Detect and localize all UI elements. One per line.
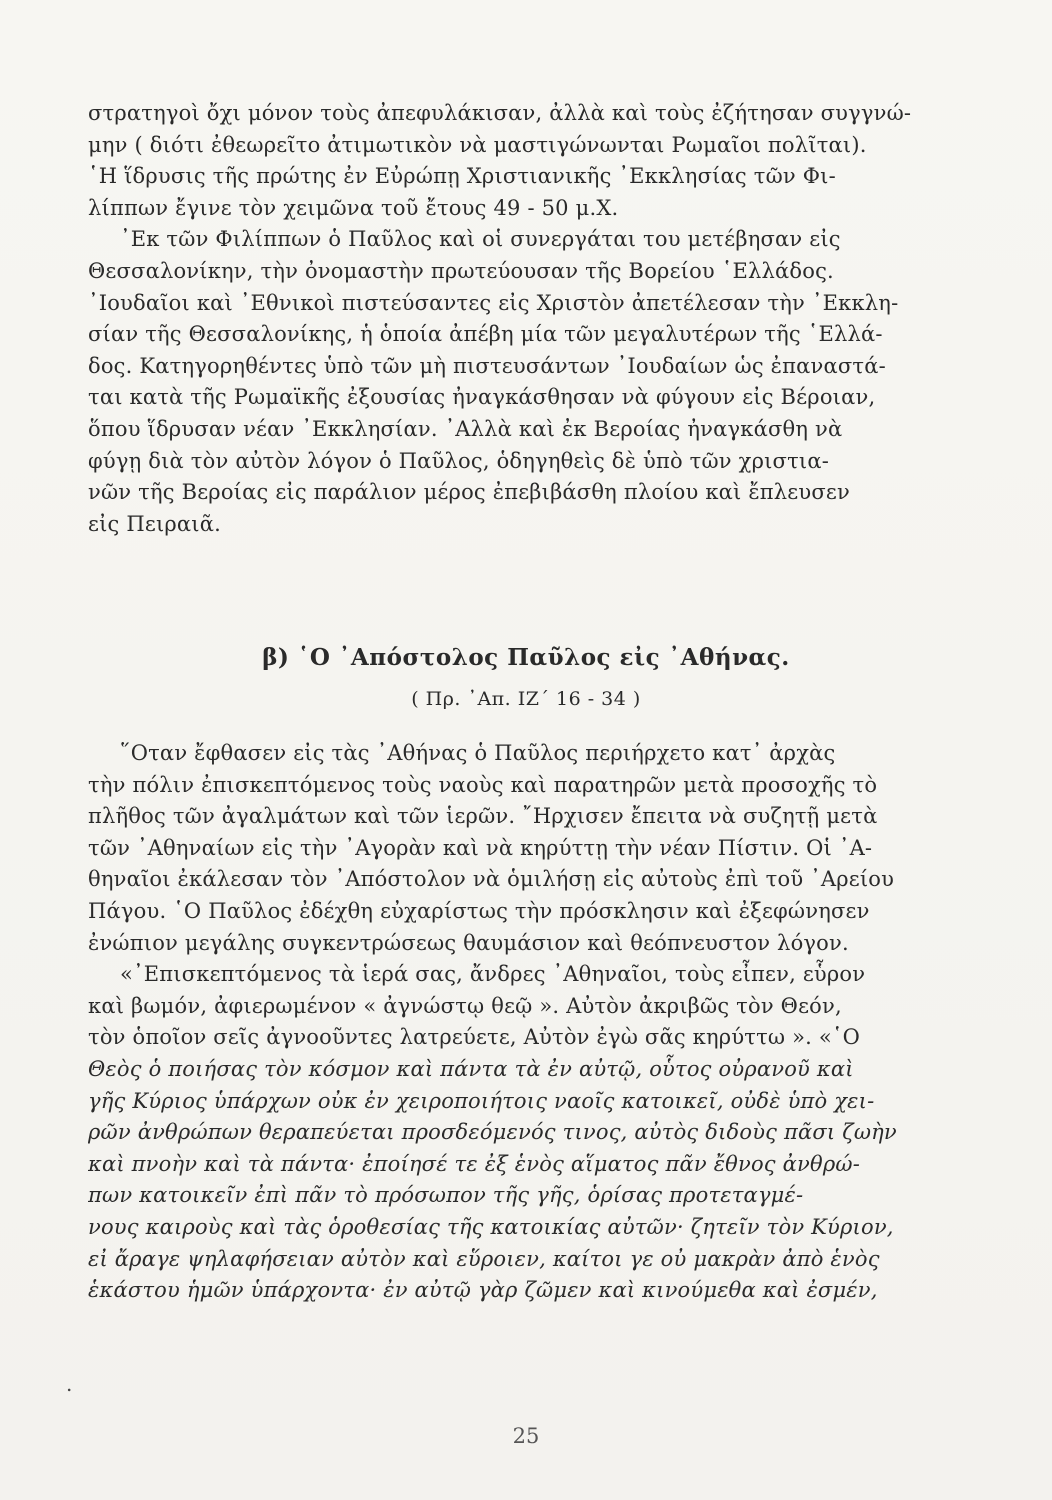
text-line: τὴν πόλιν ἐπισκεπτόμενος τοὺς ναοὺς καὶ παρατηρῶν μετὰ προσοχῆς τὸ (88, 772, 878, 797)
text-line: «᾿Επισκεπτόμενος τὰ ἱερά σας, ἄνδρες ᾿Αθηναῖοι, τοὺς εἶπεν, εὗρον (120, 962, 866, 987)
text-line: καὶ βωμόν, ἀφιερωμένον « ἀγνώστῳ θεῷ ». Αὐτὸν ἀκριβῶς τὸν Θεόν, (88, 993, 842, 1018)
text-line: τῶν ᾿Αθηναίων εἰς τὴν ᾿Αγορὰν καὶ νὰ κηρύττῃ τὴν νέαν Πίστιν. Οἱ ᾿Α- (88, 835, 873, 860)
text-line-quote: νους καιροὺς καὶ τὰς ὁροθεσίας τῆς κατοικίας αὐτῶν· ζητεῖν τὸν Κύριον, (88, 1214, 894, 1239)
section-heading: β) ῾Ο ᾿Απόστολος Παῦλος εἰς ᾿Αθήνας. (262, 644, 790, 671)
athens-narrative (88, 738, 958, 1307)
text-line: νῶν τῆς Βεροίας εἰς παράλιον μέρος ἐπεβιβάσθη πλοίου καὶ ἔπλευσεν (88, 480, 850, 505)
text-line: θηναῖοι ἐκάλεσαν τὸν ᾿Απόστολον νὰ ὁμιλήσῃ εἰς αὐτοὺς ἐπὶ τοῦ ᾿Αρείου (88, 867, 895, 892)
text-line-quote: εἰ ἄραγε ψηλαφήσειαν αὐτὸν καὶ εὕροιεν, καίτοι γε οὐ μακρὰν ἀπὸ ἑνὸς (88, 1246, 880, 1271)
scripture-reference: ( Πρ. ᾿Απ. ΙΖ΄ 16 - 34 ) (411, 688, 641, 710)
margin-mark: . (66, 1372, 73, 1396)
text-line-quote: ρῶν ἀνθρώπων θεραπεύεται προσδεόμενός τινος, αὐτὸς διδοὺς πᾶσι ζωὴν (88, 1120, 897, 1145)
text-line: φύγῃ διὰ τὸν αὐτὸν λόγον ὁ Παῦλος, ὁδηγηθεὶς δὲ ὑπὸ τῶν χριστια- (88, 448, 830, 473)
text-line: ἐνώπιον μεγάλης συγκεντρώσεως θαυμάσιον καὶ θεόπνευστον λόγον. (88, 930, 849, 955)
text-line-quote: Θεὸς ὁ ποιήσας τὸν κόσμον καὶ πάντα τὰ ἐν αὐτῷ, οὗτος οὐρανοῦ καὶ (88, 1056, 854, 1081)
text-line: εἰς Πειραιᾶ. (88, 511, 221, 536)
text-line: μην ( διότι ἐθεωρεῖτο ἀτιμωτικὸν νὰ μαστιγώνωνται Ρωμαῖοι πολῖται). (88, 132, 867, 157)
text-line: ῾Η ἵδρυσις τῆς πρώτης ἐν Εὐρώπῃ Χριστιανικῆς ᾿Εκκλησίας τῶν Φι- (88, 164, 836, 189)
text-line: Θεσσαλονίκην, τὴν ὀνομαστὴν πρωτεύουσαν τῆς Βορείου ῾Ελλάδος. (88, 258, 834, 283)
text-line: ᾿Ιουδαῖοι καὶ ᾿Εθνικοὶ πιστεύσαντες εἰς Χριστὸν ἀπετέλεσαν τὴν ᾿Εκκλη- (88, 290, 899, 315)
text-line-quote: καὶ πνοὴν καὶ τὰ πάντα· ἐποίησέ τε ἐξ ἑνὸς αἵματος πᾶν ἔθνος ἀνθρώ- (88, 1151, 861, 1176)
text-line-quote: ἑκάστου ἡμῶν ὑπάρχοντα· ἐν αὐτῷ γὰρ ζῶμεν καὶ κινούμεθα καὶ ἐσμέν, (88, 1278, 878, 1303)
opening-paragraphs (88, 98, 958, 540)
text-line: πλῆθος τῶν ἀγαλμάτων καὶ τῶν ἱερῶν. ῎Ηρχισεν ἔπειτα νὰ συζητῇ μετὰ (88, 804, 878, 829)
text-line: ὅπου ἵδρυσαν νέαν ᾿Εκκλησίαν. ᾿Αλλὰ καὶ ἐκ Βεροίας ἠναγκάσθη νὰ (88, 416, 843, 441)
text-line: ᾿Εκ τῶν Φιλίππων ὁ Παῦλος καὶ οἱ συνεργάται του μετέβησαν εἰς (120, 227, 841, 252)
text-line: ται κατὰ τῆς Ρωμαϊκῆς ἐξουσίας ἠναγκάσθησαν νὰ φύγουν εἰς Βέροιαν, (88, 385, 876, 410)
text-line-quote: γῆς Κύριος ὑπάρχων οὐκ ἐν χειροποιήτοις ναοῖς κατοικεῖ, οὐδὲ ὑπὸ χει- (88, 1088, 875, 1113)
text-line: ῞Οταν ἔφθασεν εἰς τὰς ᾿Αθήνας ὁ Παῦλος περιήρχετο κατ᾿ ἀρχὰς (120, 741, 836, 765)
text-line: στρατηγοὶ ὄχι μόνον τοὺς ἀπεφυλάκισαν, ἀλλὰ καὶ τοὺς ἐζήτησαν συγγνώ- (88, 101, 912, 125)
text-line: τὸν ὁποῖον σεῖς ἀγνοοῦντες λατρεύετε, Αὐτὸν ἐγὼ σᾶς κηρύττω ». «῾Ο (88, 1025, 861, 1050)
text-line-quote: πων κατοικεῖν ἐπὶ πᾶν τὸ πρόσωπον τῆς γῆς, ὁρίσας προτεταγμέ- (88, 1183, 804, 1208)
text-line: Πάγου. ῾Ο Παῦλος ἐδέχθη εὐχαρίστως τὴν πρόσκλησιν καὶ ἐξεφώνησεν (88, 898, 870, 923)
text-line: λίππων ἔγινε τὸν χειμῶνα τοῦ ἔτους 49 - 50 μ.Χ. (88, 195, 619, 220)
page-number: 25 (512, 1424, 540, 1448)
text-line: δος. Κατηγορηθέντες ὑπὸ τῶν μὴ πιστευσάντων ᾿Ιουδαίων ὡς ἐπαναστά- (88, 353, 886, 378)
text-line: σίαν τῆς Θεσσαλονίκης, ἡ ὁποία ἀπέβη μία τῶν μεγαλυτέρων τῆς ῾Ελλά- (88, 322, 883, 347)
